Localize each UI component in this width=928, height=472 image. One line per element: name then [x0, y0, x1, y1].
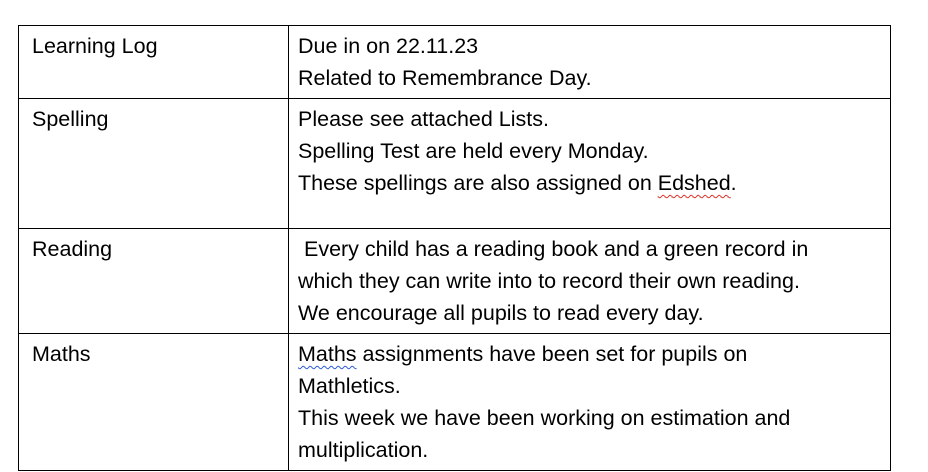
row-content-learning-log	[289, 26, 891, 99]
homework-table	[18, 25, 891, 471]
table-row-maths	[19, 334, 891, 471]
content-line	[298, 338, 882, 370]
content-line: We encourage all pupils to read every day.	[298, 301, 704, 325]
table-row-spelling	[19, 99, 891, 229]
content-line: Mathletics.	[298, 374, 401, 398]
content-line: Every child has a reading book and a green record in	[298, 237, 809, 261]
content-line: Due in on 22.11.23	[298, 34, 479, 58]
content-line: Related to Remembrance Day.	[298, 66, 592, 90]
row-content-reading	[289, 229, 891, 334]
row-label-spelling: Spelling	[19, 99, 289, 229]
grammar-flagged-word[interactable]: Maths	[298, 342, 357, 366]
content-text: assignments have been set for pupils on	[356, 342, 748, 366]
content-line: Spelling Test are held every Monday.	[298, 139, 649, 163]
table-row-reading	[19, 229, 891, 334]
content-line: multiplication.	[298, 438, 429, 462]
row-label-learning-log: Learning Log	[19, 26, 289, 99]
content-text: These spellings are also assigned on	[298, 171, 658, 195]
content-line: This week we have been working on estimation and	[298, 406, 791, 430]
content-line: which they can write into to record their own reading.	[298, 269, 800, 293]
row-label-reading: Reading	[19, 229, 289, 334]
row-content-maths	[289, 334, 891, 471]
content-line	[298, 167, 882, 199]
row-content-spelling	[289, 99, 891, 229]
content-line: Please see attached Lists.	[298, 107, 549, 131]
table-row-learning-log	[19, 26, 891, 99]
spellcheck-flagged-word[interactable]: Edshed	[657, 171, 731, 195]
content-text: .	[730, 171, 737, 195]
row-label-maths: Maths	[19, 334, 289, 471]
